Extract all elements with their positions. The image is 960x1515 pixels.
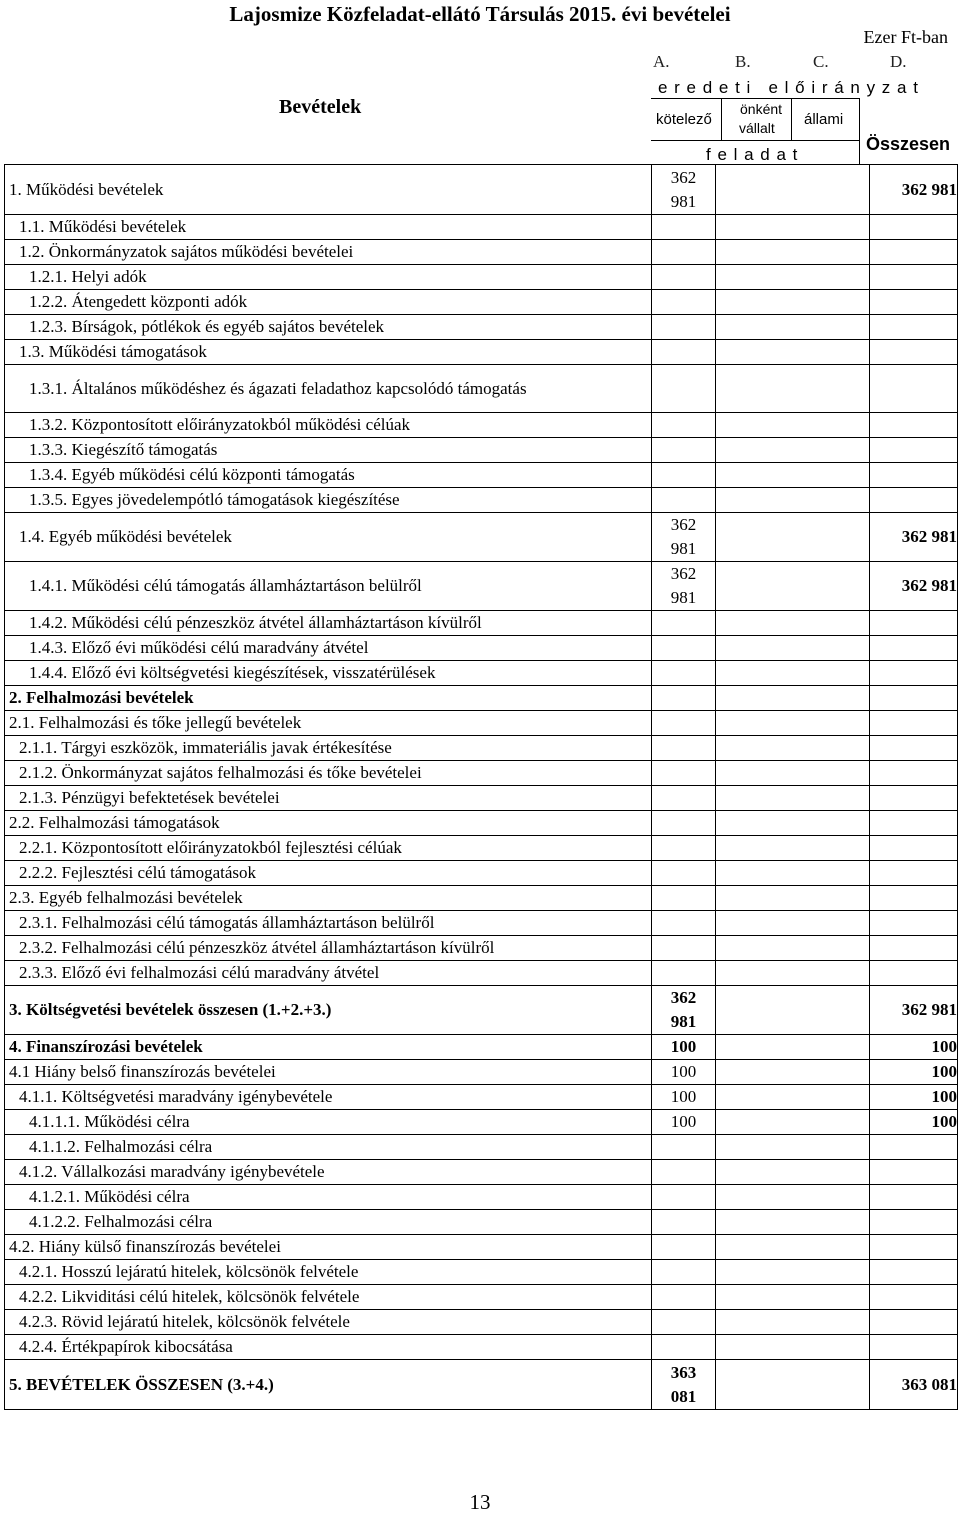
total-value xyxy=(870,911,958,936)
col-bc-value xyxy=(716,488,870,513)
row-label: 1.3. Működési támogatások xyxy=(5,340,652,365)
total-value xyxy=(870,861,958,886)
col-bc-value xyxy=(716,1235,870,1260)
col-bc-value xyxy=(716,1060,870,1085)
col-bc-value xyxy=(716,911,870,936)
col-a-value xyxy=(652,1310,716,1335)
table-row xyxy=(5,611,958,636)
col-letter-b: B. xyxy=(735,52,751,71)
col-a-value xyxy=(652,463,716,488)
row-label: 4.1.2.1. Működési célra xyxy=(5,1185,652,1210)
row-label: 2.3.3. Előző évi felhalmozási célú maradvány átvétel xyxy=(5,961,652,986)
row-label: 1.4.1. Működési célú támogatás államháztartáson belülről xyxy=(5,562,652,611)
table-row xyxy=(5,265,958,290)
total-value xyxy=(870,340,958,365)
col-bc-value xyxy=(716,265,870,290)
col-bc-value xyxy=(716,736,870,761)
row-label: 2.2. Felhalmozási támogatások xyxy=(5,811,652,836)
col-bc-value xyxy=(716,786,870,811)
total-value: 100 xyxy=(870,1085,958,1110)
row-label: 4.2. Hiány külső finanszírozás bevételei xyxy=(5,1235,652,1260)
table-row xyxy=(5,340,958,365)
row-label: 2.1. Felhalmozási és tőke jellegű bevételek xyxy=(5,711,652,736)
total-value xyxy=(870,886,958,911)
row-label: 4.1.2. Vállalkozási maradvány igénybevétele xyxy=(5,1160,652,1185)
col-bc-value xyxy=(716,365,870,413)
table-row xyxy=(5,463,958,488)
total-value: 363 081 xyxy=(870,1360,958,1410)
total-value xyxy=(870,1235,958,1260)
col-bc-value xyxy=(716,1360,870,1410)
table-row xyxy=(5,1335,958,1360)
col-letter-d: D. xyxy=(890,52,907,71)
row-label: 4.1.1.2. Felhalmozási célra xyxy=(5,1135,652,1160)
table-row xyxy=(5,438,958,463)
table-row xyxy=(5,1235,958,1260)
col-a-value xyxy=(652,438,716,463)
row-label: 2.3.2. Felhalmozási célú pénzeszköz átvétel államháztartáson kívülről xyxy=(5,936,652,961)
col-a-value: 362 981 xyxy=(652,165,716,215)
table-row xyxy=(5,1135,958,1160)
header-osszesen: Összesen xyxy=(866,134,951,154)
col-a-value xyxy=(652,736,716,761)
row-label: 2.1.2. Önkormányzat sajátos felhalmozási és tőke bevételei xyxy=(5,761,652,786)
col-a-value: 100 xyxy=(652,1060,716,1085)
col-a-value xyxy=(652,761,716,786)
col-bc-value xyxy=(716,290,870,315)
total-value xyxy=(870,315,958,340)
total-value xyxy=(870,265,958,290)
row-label: 2. Felhalmozási bevételek xyxy=(5,686,652,711)
table-row xyxy=(5,165,958,215)
total-value xyxy=(870,1185,958,1210)
col-a-value xyxy=(652,1285,716,1310)
table-row xyxy=(5,290,958,315)
col-a-value: 100 xyxy=(652,1035,716,1060)
total-value xyxy=(870,413,958,438)
total-value xyxy=(870,1160,958,1185)
col-a-value xyxy=(652,961,716,986)
col-a-value xyxy=(652,911,716,936)
col-bc-value xyxy=(716,886,870,911)
col-bc-value xyxy=(716,1160,870,1185)
col-bc-value xyxy=(716,961,870,986)
row-label: 4.1.1. Költségvetési maradvány igénybevétele xyxy=(5,1085,652,1110)
col-bc-value xyxy=(716,1085,870,1110)
col-a-value xyxy=(652,686,716,711)
col-bc-value xyxy=(716,1135,870,1160)
total-value xyxy=(870,290,958,315)
table-row xyxy=(5,986,958,1035)
col-a-value xyxy=(652,1160,716,1185)
table-row xyxy=(5,836,958,861)
col-bc-value xyxy=(716,340,870,365)
col-a-value: 362 981 xyxy=(652,986,716,1035)
col-a-value xyxy=(652,340,716,365)
col-bc-value xyxy=(716,562,870,611)
total-value xyxy=(870,761,958,786)
table-row xyxy=(5,315,958,340)
col-bc-value xyxy=(716,1335,870,1360)
col-a-value xyxy=(652,315,716,340)
col-a-value xyxy=(652,1335,716,1360)
row-label: 2.2.1. Központosított előirányzatokból fejlesztési célúak xyxy=(5,836,652,861)
header-kotelezo: kötelező xyxy=(656,111,712,128)
total-value xyxy=(870,1260,958,1285)
col-bc-value xyxy=(716,240,870,265)
header-vline-2 xyxy=(791,98,792,140)
table-row xyxy=(5,886,958,911)
col-bc-value xyxy=(716,836,870,861)
total-value xyxy=(870,215,958,240)
total-value xyxy=(870,636,958,661)
table-row xyxy=(5,761,958,786)
col-a-value xyxy=(652,265,716,290)
table-row xyxy=(5,215,958,240)
table-row xyxy=(5,562,958,611)
col-letter-c: C. xyxy=(813,52,829,71)
col-a-value xyxy=(652,215,716,240)
total-value xyxy=(870,1285,958,1310)
header-line-1 xyxy=(651,98,860,99)
col-bc-value xyxy=(716,861,870,886)
total-value: 362 981 xyxy=(870,165,958,215)
unit-label: Ezer Ft-ban xyxy=(863,27,948,47)
row-label: 4.1.2.2. Felhalmozási célra xyxy=(5,1210,652,1235)
col-bc-value xyxy=(716,686,870,711)
table-row xyxy=(5,636,958,661)
col-bc-value xyxy=(716,1110,870,1135)
table-row xyxy=(5,1035,958,1060)
col-bc-value xyxy=(716,986,870,1035)
row-label: 4.1 Hiány belső finanszírozás bevételei xyxy=(5,1060,652,1085)
col-a-value: 362 981 xyxy=(652,562,716,611)
col-bc-value xyxy=(716,1185,870,1210)
total-value xyxy=(870,811,958,836)
total-value xyxy=(870,786,958,811)
table-row xyxy=(5,1160,958,1185)
col-bc-value xyxy=(716,315,870,340)
col-a-value xyxy=(652,1260,716,1285)
row-label: 2.1.1. Tárgyi eszközök, immateriális javak értékesítése xyxy=(5,736,652,761)
total-value xyxy=(870,961,958,986)
table-row xyxy=(5,240,958,265)
row-label: 1.2.2. Átengedett központi adók xyxy=(5,290,652,315)
row-label: 2.3.1. Felhalmozási célú támogatás államháztartáson belülről xyxy=(5,911,652,936)
total-value xyxy=(870,1210,958,1235)
table-row xyxy=(5,1285,958,1310)
total-value xyxy=(870,463,958,488)
table-row xyxy=(5,936,958,961)
table-row xyxy=(5,1360,958,1410)
table-row xyxy=(5,1210,958,1235)
total-value: 100 xyxy=(870,1110,958,1135)
row-label: 1.3.5. Egyes jövedelempótló támogatások kiegészítése xyxy=(5,488,652,513)
row-label: 1.2.3. Bírságok, pótlékok és egyéb sajátos bevételek xyxy=(5,315,652,340)
header-line-2 xyxy=(651,140,860,141)
table-row xyxy=(5,686,958,711)
page-title: Lajosmize Közfeladat-ellátó Társulás 2015. évi bevételei xyxy=(229,2,731,26)
col-a-value xyxy=(652,711,716,736)
row-label: 4.1.1.1. Működési célra xyxy=(5,1110,652,1135)
col-bc-value xyxy=(716,165,870,215)
total-value: 362 981 xyxy=(870,986,958,1035)
col-bc-value xyxy=(716,1285,870,1310)
col-a-value xyxy=(652,661,716,686)
total-value xyxy=(870,686,958,711)
row-label: 4.2.2. Likviditási célú hitelek, kölcsönök felvétele xyxy=(5,1285,652,1310)
col-bc-value xyxy=(716,636,870,661)
row-label: 1.3.4. Egyéb működési célú központi támogatás xyxy=(5,463,652,488)
total-value xyxy=(870,611,958,636)
col-a-value xyxy=(652,786,716,811)
col-a-value xyxy=(652,365,716,413)
header-vline-1 xyxy=(721,98,722,140)
row-label: 1.4.3. Előző évi működési célú maradvány átvétel xyxy=(5,636,652,661)
col-a-value xyxy=(652,861,716,886)
col-bc-value xyxy=(716,413,870,438)
col-a-value xyxy=(652,636,716,661)
table-row xyxy=(5,711,958,736)
row-label: 1.2. Önkormányzatok sajátos működési bevételei xyxy=(5,240,652,265)
col-a-value xyxy=(652,811,716,836)
col-a-value: 100 xyxy=(652,1085,716,1110)
table-row xyxy=(5,365,958,413)
col-a-value xyxy=(652,1135,716,1160)
row-label: 2.2.2. Fejlesztési célú támogatások xyxy=(5,861,652,886)
row-label: 1.3.1. Általános működéshez és ágazati feladathoz kapcsolódó támogatás xyxy=(5,365,652,413)
row-label: 1.4. Egyéb működési bevételek xyxy=(5,513,652,562)
table-row xyxy=(5,961,958,986)
table-row xyxy=(5,1310,958,1335)
col-a-value xyxy=(652,886,716,911)
table-row xyxy=(5,661,958,686)
col-bc-value xyxy=(716,1260,870,1285)
total-value xyxy=(870,836,958,861)
header-vallalt: vállalt xyxy=(739,120,775,136)
col-bc-value xyxy=(716,661,870,686)
row-label: 1.3.2. Központosított előirányzatokból működési célúak xyxy=(5,413,652,438)
table-row xyxy=(5,911,958,936)
header-allami: állami xyxy=(804,111,844,128)
col-a-value xyxy=(652,1210,716,1235)
row-label: 2.3. Egyéb felhalmozási bevételek xyxy=(5,886,652,911)
row-label: 1. Működési bevételek xyxy=(5,165,652,215)
row-label: 4.2.4. Értékpapírok kibocsátása xyxy=(5,1335,652,1360)
col-a-value xyxy=(652,413,716,438)
col-a-value: 363 081 xyxy=(652,1360,716,1410)
total-value: 362 981 xyxy=(870,513,958,562)
col-bc-value xyxy=(716,1310,870,1335)
total-value xyxy=(870,736,958,761)
col-letter-a: A. xyxy=(653,52,670,71)
table-row xyxy=(5,488,958,513)
table-row xyxy=(5,861,958,886)
col-bc-value xyxy=(716,711,870,736)
col-bc-value xyxy=(716,513,870,562)
row-label: 5. BEVÉTELEK ÖSSZESEN (3.+4.) xyxy=(5,1360,652,1410)
total-value xyxy=(870,1335,958,1360)
total-value xyxy=(870,936,958,961)
col-a-value xyxy=(652,836,716,861)
revenue-table xyxy=(4,164,958,1410)
col-a-value: 362 981 xyxy=(652,513,716,562)
col-a-value xyxy=(652,611,716,636)
col-a-value: 100 xyxy=(652,1110,716,1135)
col-bc-value xyxy=(716,438,870,463)
row-label: 4. Finanszírozási bevételek xyxy=(5,1035,652,1060)
row-label: 2.1.3. Pénzügyi befektetések bevételei xyxy=(5,786,652,811)
page-number: 13 xyxy=(469,1490,491,1514)
header-eredeti: e r e d e t i e l ő i r á n y z a t xyxy=(658,78,919,97)
row-label: 1.4.4. Előző évi költségvetési kiegészítések, visszatérülések xyxy=(5,661,652,686)
col-bc-value xyxy=(716,936,870,961)
row-label: 1.4.2. Működési célú pénzeszköz átvétel államháztartáson kívülről xyxy=(5,611,652,636)
col-bc-value xyxy=(716,1035,870,1060)
total-value xyxy=(870,1135,958,1160)
col-a-value xyxy=(652,1185,716,1210)
col-a-value xyxy=(652,290,716,315)
col-bc-value xyxy=(716,215,870,240)
table-row xyxy=(5,413,958,438)
row-label: 1.1. Működési bevételek xyxy=(5,215,652,240)
table-row xyxy=(5,786,958,811)
row-label: 4.2.1. Hosszú lejáratú hitelek, kölcsönök felvétele xyxy=(5,1260,652,1285)
col-a-value xyxy=(652,1235,716,1260)
table-row xyxy=(5,811,958,836)
total-value xyxy=(870,488,958,513)
total-value: 100 xyxy=(870,1060,958,1085)
table-row xyxy=(5,1260,958,1285)
total-value: 100 xyxy=(870,1035,958,1060)
col-bc-value xyxy=(716,463,870,488)
table-row xyxy=(5,1085,958,1110)
col-a-value xyxy=(652,240,716,265)
header-onkent: önként xyxy=(740,101,783,117)
total-value xyxy=(870,711,958,736)
total-value xyxy=(870,1310,958,1335)
row-label: 1.2.1. Helyi adók xyxy=(5,265,652,290)
header-bevetelek: Bevételek xyxy=(279,96,362,118)
header-vline-3 xyxy=(859,98,860,164)
col-bc-value xyxy=(716,1210,870,1235)
row-label: 1.3.3. Kiegészítő támogatás xyxy=(5,438,652,463)
total-value xyxy=(870,438,958,463)
col-a-value xyxy=(652,936,716,961)
header-feladat: f e l a d a t xyxy=(706,145,799,164)
table-row xyxy=(5,736,958,761)
total-value: 362 981 xyxy=(870,562,958,611)
total-value xyxy=(870,661,958,686)
table-row xyxy=(5,1060,958,1085)
col-bc-value xyxy=(716,611,870,636)
table-row xyxy=(5,1185,958,1210)
col-bc-value xyxy=(716,811,870,836)
table-row xyxy=(5,1110,958,1135)
col-bc-value xyxy=(716,761,870,786)
total-value xyxy=(870,240,958,265)
col-a-value xyxy=(652,488,716,513)
row-label: 4.2.3. Rövid lejáratú hitelek, kölcsönök felvétele xyxy=(5,1310,652,1335)
row-label: 3. Költségvetési bevételek összesen (1.+2.+3.) xyxy=(5,986,652,1035)
total-value xyxy=(870,365,958,413)
table-row xyxy=(5,513,958,562)
